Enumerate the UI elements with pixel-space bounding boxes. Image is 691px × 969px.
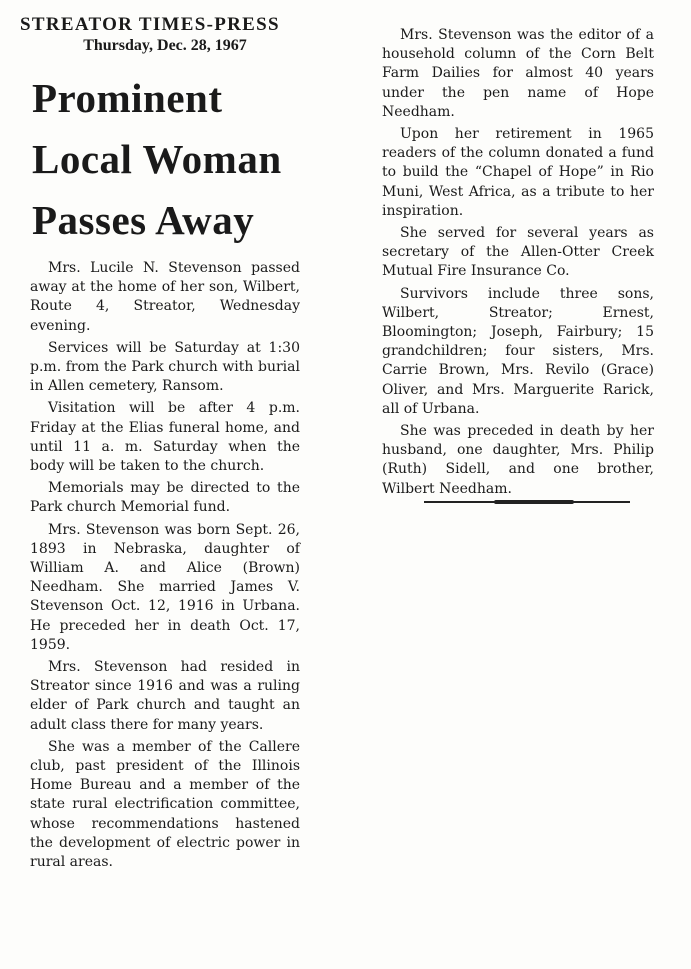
paragraph: Upon her retirement in 1965 readers of the column donated a fund to build the “Chapel of Hope” in Rio Muni, West Africa, as a tribute to her inspiration. xyxy=(382,126,654,219)
paragraph: She served for several years as secretary of the Allen-Otter Creek Mutual Fire Insurance Co. xyxy=(382,225,654,280)
paragraph: She was preceded in death by her husband, one daughter, Mrs. Philip (Ruth) Sidell, and one brother, Wilbert Needham. xyxy=(382,423,654,497)
headline-line: Passes Away xyxy=(32,197,255,243)
paragraph: Visitation will be after 4 p.m. Friday at the Elias funeral home, and until 11 a. m. Saturday when the body will be taken to the church. xyxy=(30,400,300,475)
masthead: STREATOR TIMES-PRESS xyxy=(20,14,280,35)
left-column xyxy=(18,14,300,875)
article-body-right xyxy=(382,26,654,499)
paragraph: Mrs. Stevenson was the editor of a household column of the Corn Belt Farm Dailies for almost 40 years under the pen name of Hope Needham. xyxy=(382,27,654,120)
headline-line: Prominent xyxy=(32,75,223,121)
paragraph: Mrs. Stevenson had resided in Streator since 1916 and was a ruling elder of Park church and taught an adult class there for many years. xyxy=(30,659,300,733)
paragraph: She was a member of the Callere club, past president of the Illinois Home Bureau and a member of the state rural electrification committee, whose recommendations hastened the development of electric power in rural areas. xyxy=(30,738,300,871)
paragraph: Mrs. Lucile N. Stevenson passed away at the home of her son, Wilbert, Route 4, Streator, Wednesday evening. xyxy=(30,260,300,334)
article-body-left xyxy=(18,259,300,872)
paragraph: Memorials may be directed to the Park church Memorial fund. xyxy=(30,480,300,516)
headline xyxy=(32,68,300,251)
end-of-article-rule xyxy=(424,501,630,503)
headline-line: Local Woman xyxy=(32,136,282,182)
paragraph: Services will be Saturday at 1:30 p.m. from the Park church with burial in Allen cemetery, Ransom. xyxy=(30,339,300,395)
paragraph: Mrs. Stevenson was born Sept. 26, 1893 in Nebraska, daughter of William A. and Alice (Brown) Needham. She married James V. Stevenson Oct. 12, 1916 in Urbana. He preceded her in death Oct. 17, 1959. xyxy=(30,521,300,653)
dateline: Thursday, Dec. 28, 1967 xyxy=(83,37,247,54)
paragraph: Survivors include three sons, Wilbert, Streator; Ernest, Bloomington; Joseph, Fairbury; 15 grandchildren; four sisters, Mrs. Carrie Brown, Mrs. Revilo (Grace) Oliver, and Mrs. Marguerite Rarick, all of Urbana. xyxy=(382,285,654,417)
right-column xyxy=(382,26,654,502)
